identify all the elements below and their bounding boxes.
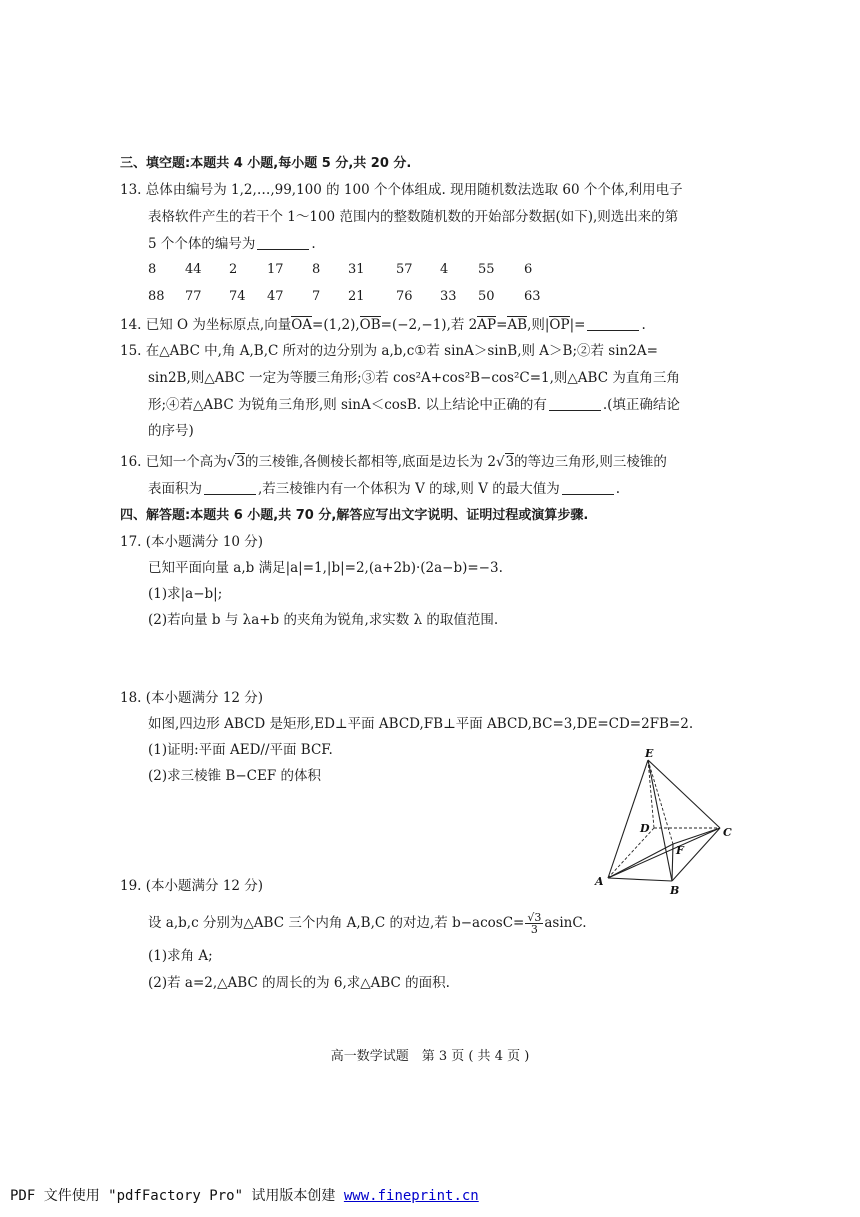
q15-line2: sin2B,则△ABC 一定为等腰三角形;③若 cos²A+cos²B−cos²C=1,则△ABC 为直角三角 [148, 370, 680, 386]
num-cell: 74 [229, 289, 246, 304]
q15-line1: 15. 在△ABC 中,角 A,B,C 所对的边分别为 a,b,c①若 sinA＞sinB,则 A＞B;②若 sin2A= [120, 343, 658, 359]
q16-line2: 表面积为 ,若三棱锥内有一个体积为 V 的球,则 V 的最大值为 . [148, 481, 621, 497]
section3-heading: 三、填空题:本题共 4 小题,每小题 5 分,共 20 分. [120, 156, 412, 171]
label-F: F [676, 844, 684, 857]
edge-AC [608, 828, 720, 878]
q17-statement: 已知平面向量 a,b 满足|a|=1,|b|=2,(a+2b)·(2a−b)=−3. [148, 560, 503, 576]
edge-EC [648, 760, 720, 828]
banner-text: PDF 文件使用 "pdfFactory Pro" 试用版本创建 [10, 1188, 344, 1204]
answer-blank [587, 316, 639, 331]
fineprint-link[interactable]: www.fineprint.cn [343, 1188, 479, 1204]
answer-blank [204, 480, 256, 495]
section4-heading: 四、解答题:本题共 6 小题,共 70 分,解答应写出文字说明、证明过程或演算步骤. [120, 508, 589, 523]
pdffactory-banner [10, 1185, 479, 1205]
q18-heading: 18. (本小题满分 12 分) [120, 690, 264, 706]
num-cell: 88 [148, 289, 165, 304]
q16-line1: 16. 已知一个高为√3的三棱锥,各侧棱长都相等,底面是边长为 2√3的等边三角形,则三棱锥的 [120, 454, 667, 470]
num-cell: 44 [185, 262, 202, 277]
q15-line3: 形;④若△ABC 为锐角三角形,则 sinA＜cosB. 以上结论中正确的有 .(填正确结论 [148, 397, 680, 413]
num-cell: 76 [396, 289, 413, 304]
num-cell: 50 [478, 289, 495, 304]
num-cell: 8 [312, 262, 321, 277]
label-C: C [723, 826, 732, 839]
num-cell: 57 [396, 262, 413, 277]
answer-blank [549, 396, 601, 411]
num-cell: 55 [478, 262, 495, 277]
num-cell: 31 [348, 262, 365, 277]
q15-line4: 的序号) [148, 423, 194, 439]
q18-part2: (2)求三棱锥 B−CEF 的体积 [148, 768, 321, 784]
num-cell: 4 [440, 262, 449, 277]
answer-blank [257, 235, 309, 250]
num-cell: 2 [229, 262, 238, 277]
q17-heading: 17. (本小题满分 10 分) [120, 534, 264, 550]
num-cell: 21 [348, 289, 365, 304]
fraction: $\frac{√3}{3}$ [527, 911, 542, 936]
label-A: A [595, 875, 604, 888]
q19-statement: 设 a,b,c 分别为△ABC 三个内角 A,B,C 的对边,若 b−acosC= $\frac{√3}{3}$ asinC. [148, 911, 587, 936]
q17-part1: (1)求|a−b|; [148, 586, 223, 602]
label-D: D [640, 822, 650, 835]
num-cell: 47 [267, 289, 284, 304]
q17-part2: (2)若向量 b 与 λa+b 的夹角为锐角,求实数 λ 的取值范围. [148, 612, 499, 628]
label-E: E [645, 748, 654, 760]
edge-EB [648, 760, 672, 881]
num-cell: 33 [440, 289, 457, 304]
q14-line: 14. 已知 O 为坐标原点,向量OA=(1,2),OB=(−2,−1),若 2AP=AB,则|OP|= . [120, 317, 646, 333]
q18-part1: (1)证明:平面 AED//平面 BCF. [148, 742, 333, 758]
answer-blank [562, 480, 614, 495]
q13-line1: 13. 总体由编号为 1,2,…,99,100 的 100 个个体组成. 现用随机数法选取 60 个个体,利用电子 [120, 182, 683, 198]
q18-statement: 如图,四边形 ABCD 是矩形,ED⊥平面 ABCD,FB⊥平面 ABCD,BC=3,DE=CD=2FB=2. [148, 716, 694, 732]
q19-part2: (2)若 a=2,△ABC 的周长的为 6,求△ABC 的面积. [148, 975, 450, 991]
num-cell: 7 [312, 289, 321, 304]
page-footer: 高一数学试题 第 3 页 ( 共 4 页 ) [330, 1049, 530, 1064]
edge-AB [608, 878, 672, 881]
q13-line2: 表格软件产生的若干个 1～100 范围内的整数随机数的开始部分数据(如下),则选出来的第 [148, 209, 679, 225]
label-B: B [670, 884, 680, 897]
q19-heading: 19. (本小题满分 12 分) [120, 878, 264, 894]
num-cell: 6 [524, 262, 533, 277]
q13-line3: 5 个个体的编号为 . [148, 236, 316, 252]
q19-part1: (1)求角 A; [148, 948, 213, 964]
num-cell: 8 [148, 262, 157, 277]
num-cell: 77 [185, 289, 202, 304]
edge-DA [608, 828, 654, 878]
num-cell: 17 [267, 262, 284, 277]
num-cell: 63 [524, 289, 541, 304]
pyramid-figure [590, 748, 750, 898]
